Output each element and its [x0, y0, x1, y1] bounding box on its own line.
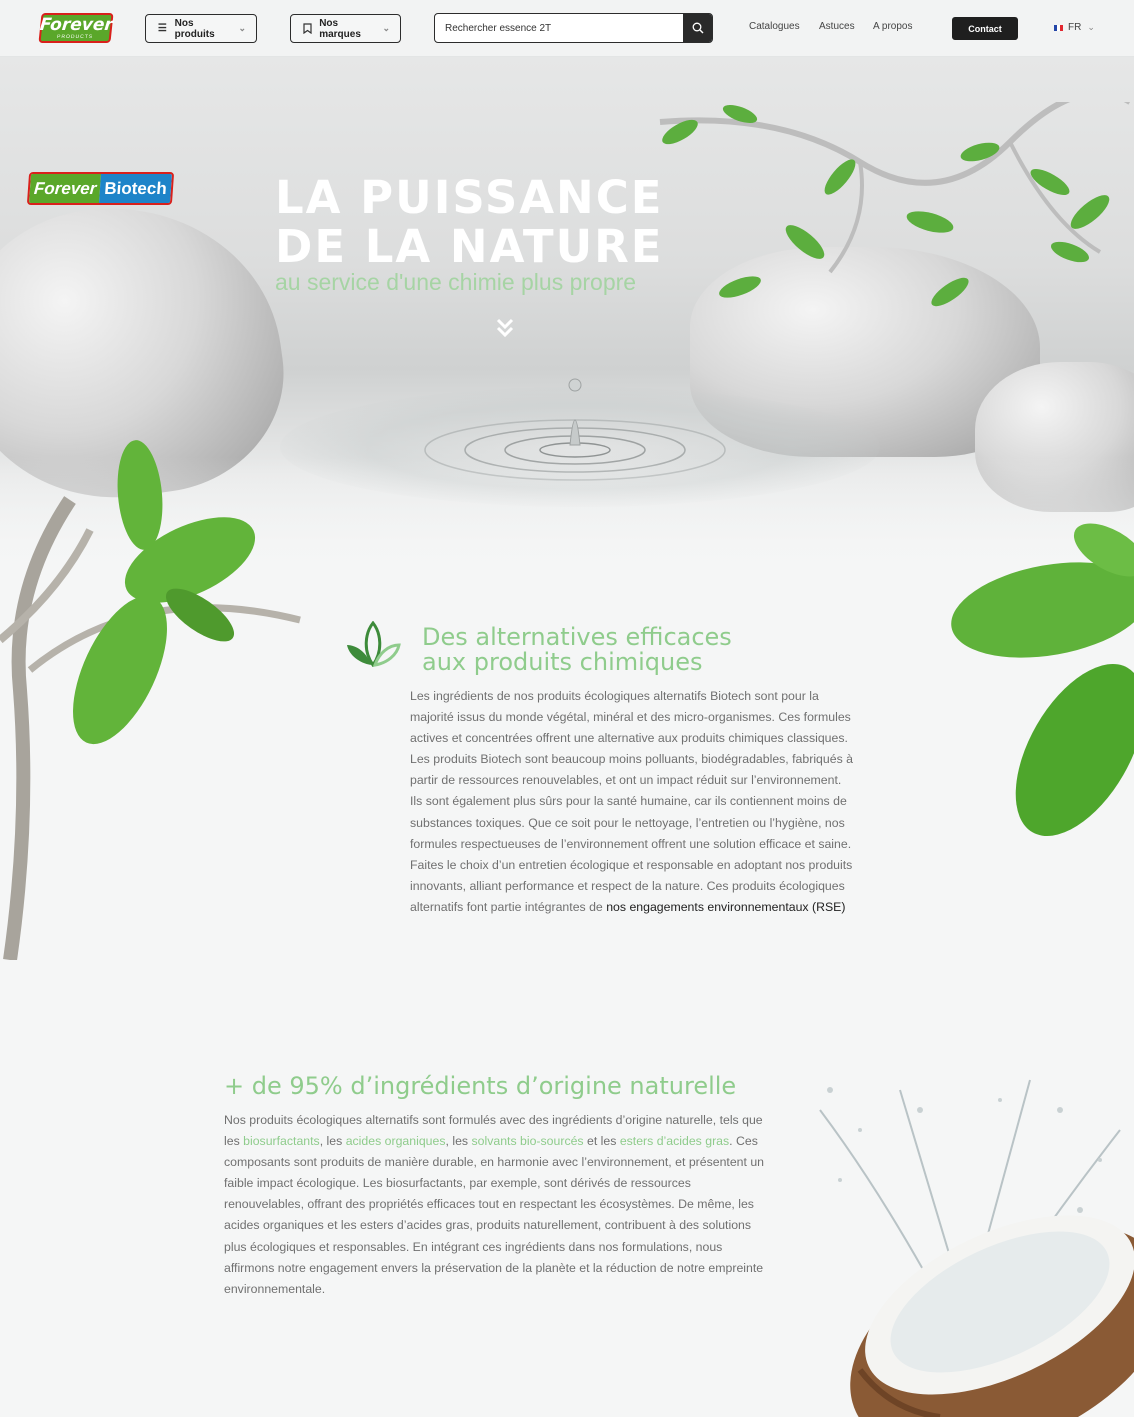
search-icon	[692, 22, 704, 34]
hero-title	[275, 173, 664, 271]
leaf-right-image	[930, 520, 1134, 850]
section2-text: , les	[319, 1134, 346, 1149]
biosurfactants-link[interactable]: biosurfactants	[243, 1134, 320, 1149]
logo-sub: PRODUCTS	[56, 33, 94, 40]
section1-text: Les ingrédients de nos produits écologiques alternatifs Biotech sont pour la majorité issus du monde végétal, minéral et des micro-organismes. Ces formules actives et concentrées offrent une alternative aux produits chimiques classiques. Les produits Biotech sont beaucoup moins polluants, biodégradables, fabriqués à partir de ressources renouvelables, et ont un impact réduit sur l’environnement. Ils sont également plus sûrs pour la santé humaine, car ils contiennent moins de substances toxiques. Que ce soit pour le nettoyage, l’entretien ou l’hygiène, nos formules respectueuses de l’environnement offrent une solution efficace et saine. Faites le choix d’un entretien écologique et responsable en adoptant nos produits innovants, alliant performance et respect de la nature. Ces produits écologiques alternatifs font partie intégrantes de	[410, 689, 853, 914]
section1-title-line1: Des alternatives efficaces	[422, 623, 732, 651]
badge-forever: Forever	[29, 174, 101, 203]
hero-title-line2: DE LA NATURE	[275, 220, 664, 273]
section1-title	[422, 625, 842, 675]
forever-biotech-logo	[27, 172, 174, 205]
france-flag-icon	[1054, 25, 1063, 31]
branch-leaves-image	[0, 440, 310, 960]
scroll-down-icon[interactable]	[495, 317, 515, 339]
search-bar	[434, 13, 713, 43]
menu-icon: ☰	[157, 23, 167, 34]
badge-biotech: Biotech	[99, 174, 172, 203]
section2-body	[224, 1110, 769, 1300]
bookmark-icon	[301, 23, 313, 34]
chevron-down-icon: ⌄	[1087, 22, 1095, 32]
chevron-down-icon: ⌄	[382, 23, 390, 33]
brands-dropdown[interactable]	[290, 14, 401, 43]
chevron-down-icon: ⌄	[238, 23, 246, 33]
hero-subtitle: au service d'une chimie plus propre	[275, 269, 637, 295]
section2-text: . Ces composants sont produits de manière durable, en harmonie avec l’environnement, et présentent un faible impact écologique. Les biosurfactants, par exemple, sont dérivés de ressources renouvelables, offrant des propriétés efficaces tout en respectant les écosystèmes. De même, les acides organiques et les esters d’acides gras, produits naturellement, contribuent à des solutions plus écologiques et responsables. En intégrant ces ingrédients dans nos formulations, nous affirmons notre engagement envers la préservation de la planète et la réduction de notre empreinte environnementale.	[224, 1134, 765, 1296]
nav-catalogues[interactable]: Catalogues	[749, 21, 800, 32]
language-label: FR	[1068, 22, 1082, 33]
section2-text: et les	[583, 1134, 620, 1149]
forever-logo[interactable]	[38, 13, 113, 43]
logo-name: Forever	[38, 14, 114, 35]
brands-label: Nos marques	[319, 17, 361, 40]
nav-a-propos[interactable]: A propos	[873, 21, 913, 32]
search-button[interactable]	[683, 14, 712, 42]
vine-leaves-image	[630, 102, 1134, 362]
coconut-splash-image	[800, 1070, 1134, 1417]
contact-button[interactable]: Contact	[952, 17, 1018, 40]
esters-acides-gras-link[interactable]: esters d’acides gras	[619, 1134, 730, 1149]
hero-title-line1: LA PUISSANCE	[275, 171, 664, 224]
search-input[interactable]	[435, 14, 683, 42]
section2-text: , les	[445, 1134, 472, 1149]
rse-link[interactable]: nos engagements environnementaux (RSE)	[606, 899, 846, 914]
section1-title-line2: aux produits chimiques	[422, 648, 703, 676]
products-label: Nos produits	[174, 17, 215, 40]
site-header	[0, 0, 1134, 57]
acides-organiques-link[interactable]: acides organiques	[345, 1134, 446, 1149]
section2-text: Nos produits écologiques alternatifs sont formulés avec des ingrédients d’origine naturelle, tels que les	[224, 1113, 763, 1149]
leaf-sprout-icon	[345, 621, 401, 667]
section1-body	[410, 686, 856, 918]
nav-astuces[interactable]: Astuces	[819, 21, 855, 32]
section2-title: + de 95% d’ingrédients d’origine naturelle	[224, 1072, 737, 1100]
language-selector[interactable]	[1054, 22, 1095, 33]
solvants-biosources-link[interactable]: solvants bio-sourcés	[471, 1134, 584, 1149]
products-dropdown[interactable]	[145, 14, 257, 43]
